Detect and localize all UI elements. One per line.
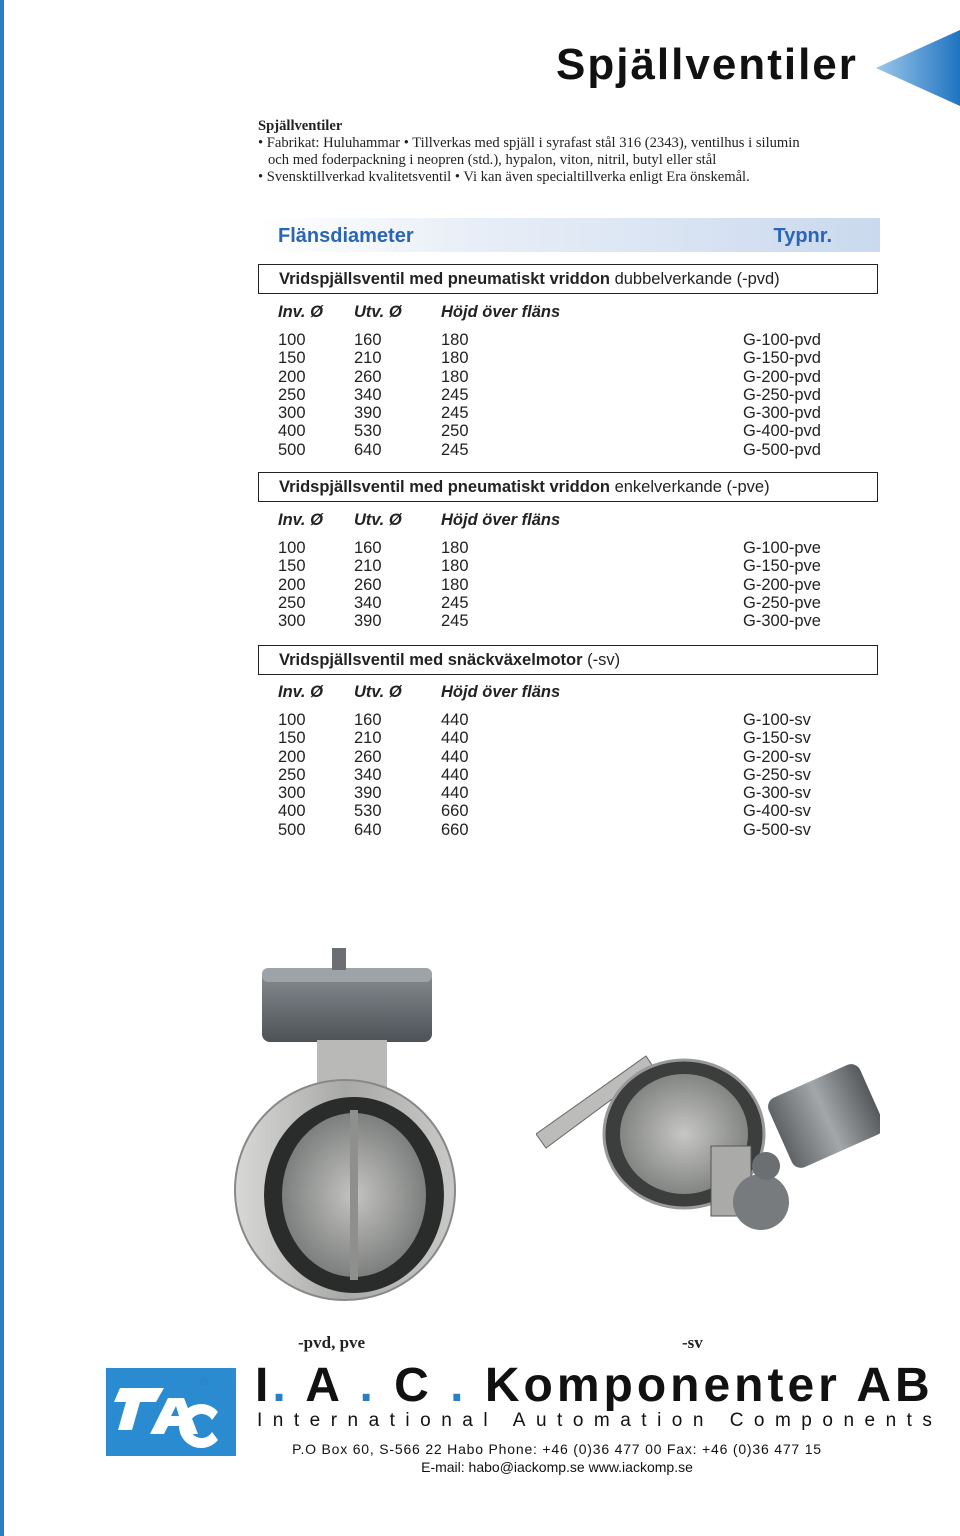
col-hojd: Höjd över fläns: [441, 303, 561, 321]
cell-utv: 340: [354, 765, 382, 784]
page-title: Spjällventiler: [556, 40, 858, 89]
section-rows-pve: [278, 539, 878, 630]
table-row: [278, 422, 878, 440]
cell-typnr: G-100-pve: [743, 539, 821, 557]
cell-typnr: G-100-sv: [743, 711, 811, 729]
company-dot: .: [359, 1359, 377, 1412]
col-hojd: Höjd över fläns: [441, 683, 561, 701]
section-title-pvd: [258, 264, 878, 294]
col-utv: Utv. Ø: [354, 683, 402, 701]
cell-inv: 200: [278, 575, 306, 594]
valve-wormgear-photo: [536, 1016, 880, 1232]
table-row: [278, 331, 878, 349]
column-header-band: [258, 218, 880, 252]
cell-typnr: G-300-pve: [743, 612, 821, 631]
cell-typnr: G-500-pvd: [743, 440, 821, 459]
intro-line: • Svensktillverkad kvalitetsventil • Vi kan även specialtillverka enligt Era önskemål.: [258, 169, 750, 185]
section-title-bold: Vridspjällsventil med pneumatiskt vriddon: [279, 270, 610, 288]
cell-utv: 210: [354, 729, 382, 748]
cell-typnr: G-150-sv: [743, 729, 811, 748]
section-title-rest: enkelverkande (-pve): [610, 478, 770, 496]
table-row: [278, 729, 878, 747]
cell-hojd: 245: [441, 404, 469, 423]
table-row: [278, 557, 878, 575]
cell-inv: 400: [278, 802, 306, 821]
cell-utv: 160: [354, 539, 382, 557]
cell-hojd: 180: [441, 575, 469, 594]
cell-utv: 160: [354, 711, 382, 729]
company-tagline: International Automation Components: [257, 1410, 943, 1431]
cell-hojd: 250: [441, 422, 469, 441]
table-row: [278, 821, 878, 839]
cell-utv: 260: [354, 575, 382, 594]
cell-inv: 150: [278, 349, 306, 368]
cell-inv: 300: [278, 404, 306, 423]
table-row: [278, 612, 878, 630]
cell-hojd: 180: [441, 331, 469, 349]
cell-inv: 300: [278, 784, 306, 803]
cell-utv: 160: [354, 331, 382, 349]
cell-hojd: 180: [441, 557, 469, 576]
cell-typnr: G-150-pvd: [743, 349, 821, 368]
col-utv: Utv. Ø: [354, 303, 402, 321]
cell-typnr: G-250-pve: [743, 593, 821, 612]
band-label-typnr: Typnr.: [773, 225, 832, 247]
table-row: [278, 784, 878, 802]
table-row: [278, 802, 878, 820]
cell-utv: 210: [354, 349, 382, 368]
cell-hojd: 245: [441, 612, 469, 631]
cell-inv: 250: [278, 593, 306, 612]
cell-inv: 500: [278, 820, 306, 839]
section-title-sv: [258, 645, 878, 675]
table-row: [278, 711, 878, 729]
valve-pneumatic-photo: [232, 940, 458, 1312]
cell-inv: 500: [278, 440, 306, 459]
section-title-bold: Vridspjällsventil med pneumatiskt vriddon: [279, 478, 610, 496]
cell-typnr: G-500-sv: [743, 820, 811, 839]
cell-utv: 210: [354, 557, 382, 576]
section-title-bold: Vridspjällsventil med snäckväxelmotor: [279, 651, 583, 669]
cell-utv: 390: [354, 784, 382, 803]
company-name: [255, 1358, 934, 1413]
cell-utv: 340: [354, 593, 382, 612]
cell-typnr: G-250-sv: [743, 765, 811, 784]
caption-sv: -sv: [682, 1333, 703, 1352]
intro-heading: Spjällventiler: [258, 118, 343, 134]
company-part: Komponenter AB: [467, 1359, 934, 1412]
company-dot: .: [450, 1359, 468, 1412]
iac-logo-icon: [106, 1368, 236, 1456]
cell-hojd: 660: [441, 802, 469, 821]
section-title-pve: [258, 472, 878, 502]
cell-typnr: G-300-sv: [743, 784, 811, 803]
cell-inv: 400: [278, 422, 306, 441]
cell-hojd: 180: [441, 539, 469, 557]
section-rows-sv: [278, 711, 878, 839]
cell-inv: 150: [278, 557, 306, 576]
cell-inv: 100: [278, 331, 306, 349]
cell-utv: 640: [354, 440, 382, 459]
table-row: [278, 404, 878, 422]
cell-hojd: 440: [441, 784, 469, 803]
cell-utv: 390: [354, 612, 382, 631]
cell-typnr: G-200-sv: [743, 747, 811, 766]
table-row: [278, 576, 878, 594]
cell-inv: 200: [278, 367, 306, 386]
cell-typnr: G-150-pve: [743, 557, 821, 576]
registered-mark: ®: [200, 1376, 209, 1388]
cell-typnr: G-250-pvd: [743, 385, 821, 404]
cell-inv: 200: [278, 747, 306, 766]
cell-typnr: G-400-pvd: [743, 422, 821, 441]
cell-utv: 530: [354, 422, 382, 441]
section-title-rest: (-sv): [582, 651, 621, 669]
cell-typnr: G-400-sv: [743, 802, 811, 821]
cell-hojd: 245: [441, 385, 469, 404]
cell-typnr: G-200-pvd: [743, 367, 821, 386]
cell-hojd: 180: [441, 349, 469, 368]
cell-inv: 100: [278, 711, 306, 729]
table-row: [278, 766, 878, 784]
company-dot: .: [272, 1359, 290, 1412]
cell-hojd: 440: [441, 711, 469, 729]
cell-typnr: G-300-pvd: [743, 404, 821, 423]
cell-typnr: G-100-pvd: [743, 331, 821, 349]
cell-hojd: 245: [441, 440, 469, 459]
section-title-rest: dubbelverkande (-pvd): [610, 270, 780, 288]
col-inv: Inv. Ø: [278, 303, 323, 321]
table-row: [278, 748, 878, 766]
company-part: I: [255, 1359, 273, 1412]
table-row: [278, 594, 878, 612]
contact-web: E-mail: habo@iackomp.se www.iackomp.se: [421, 1459, 693, 1475]
cell-utv: 260: [354, 747, 382, 766]
cell-inv: 250: [278, 385, 306, 404]
cell-typnr: G-200-pve: [743, 575, 821, 594]
cell-utv: 390: [354, 404, 382, 423]
intro-line: och med foderpackning i neopren (std.), hypalon, viton, nitril, butyl eller stål: [268, 152, 717, 168]
cell-utv: 340: [354, 385, 382, 404]
cell-hojd: 660: [441, 820, 469, 839]
cell-inv: 250: [278, 765, 306, 784]
cell-hojd: 440: [441, 747, 469, 766]
col-utv: Utv. Ø: [354, 511, 402, 529]
col-inv: Inv. Ø: [278, 683, 323, 701]
cell-hojd: 245: [441, 593, 469, 612]
band-label-flansdiameter: Flänsdiameter: [278, 225, 414, 247]
cell-hojd: 180: [441, 367, 469, 386]
cell-utv: 640: [354, 820, 382, 839]
intro-line: • Fabrikat: Huluhammar • Tillverkas med spjäll i syrafast stål 316 (2343), ventilhus i silumin: [258, 135, 800, 151]
cell-hojd: 440: [441, 729, 469, 748]
table-row: [278, 539, 878, 557]
company-part: C: [376, 1359, 451, 1412]
table-row: [278, 349, 878, 367]
caption-pvd-pve: -pvd, pve: [298, 1333, 366, 1352]
cell-utv: 530: [354, 802, 382, 821]
table-row: [278, 368, 878, 386]
section-rows-pvd: [278, 331, 878, 459]
col-hojd: Höjd över fläns: [441, 511, 561, 529]
blue-triangle-icon: [876, 30, 960, 106]
cell-hojd: 440: [441, 765, 469, 784]
contact-address: P.O Box 60, S-566 22 Habo Phone: +46 (0)36 477 00 Fax: +46 (0)36 477 15: [292, 1441, 822, 1457]
cell-inv: 150: [278, 729, 306, 748]
cell-utv: 260: [354, 367, 382, 386]
table-row: [278, 441, 878, 459]
company-part: A: [289, 1359, 360, 1412]
left-accent-bar: [0, 0, 4, 1536]
intro-text: [258, 118, 898, 186]
cell-inv: 100: [278, 539, 306, 557]
table-row: [278, 386, 878, 404]
col-inv: Inv. Ø: [278, 511, 323, 529]
cell-inv: 300: [278, 612, 306, 631]
